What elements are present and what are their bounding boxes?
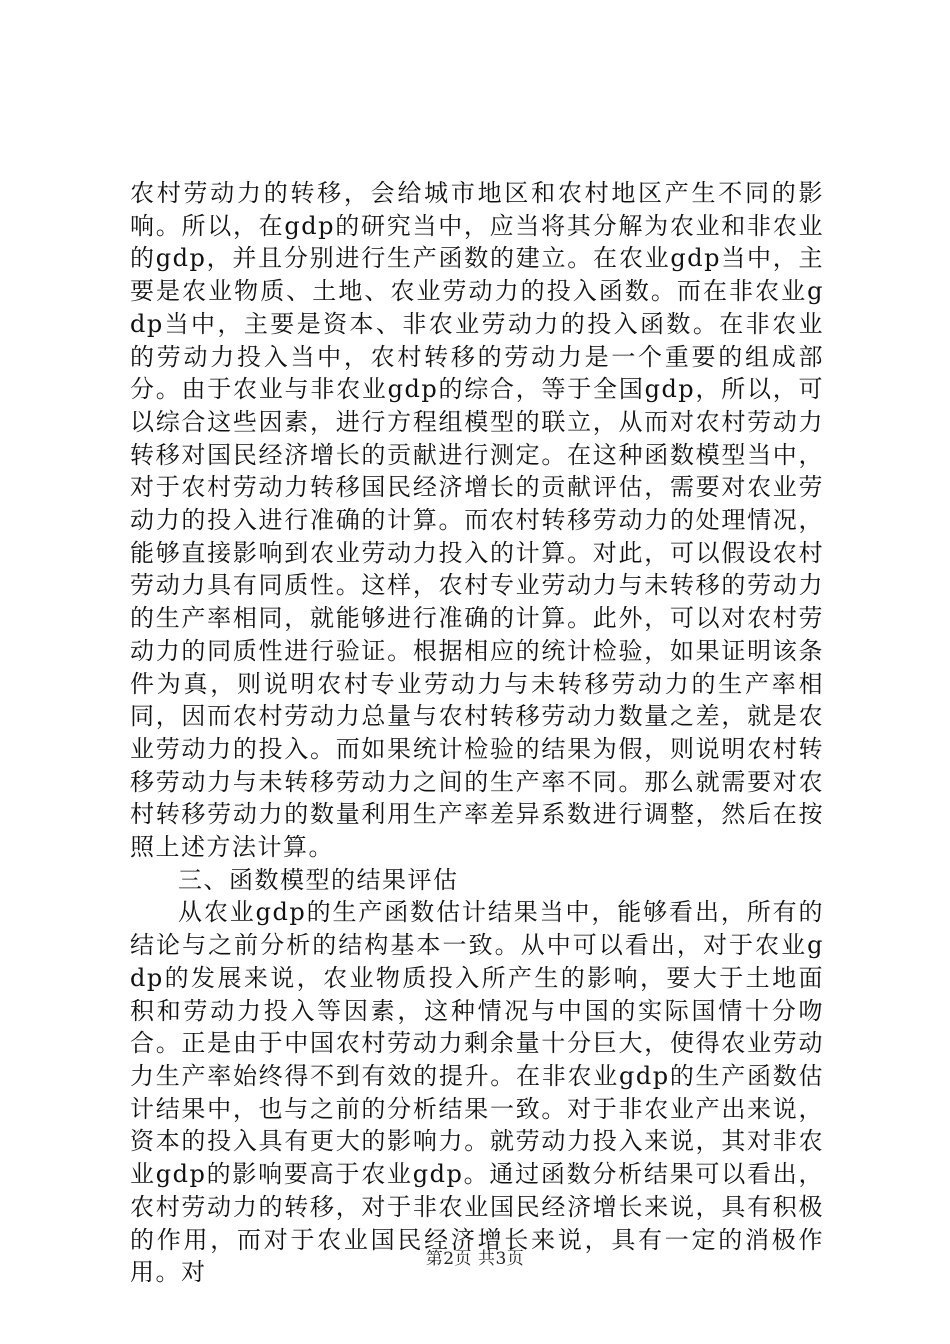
body-paragraph-1: 农村劳动力的转移，会给城市地区和农村地区产生不同的影响。所以，在gdp的研究当中，应当将其分解为农业和非农业的gdp，并且分别进行生产函数的建立。在农业gdp当中，主要是农业物质、土地、农业劳动力的投入函数。而在非农业gdp当中，主要是资本、非农业劳动力的投入函数。在非农业的劳动力投入当中，农村转移的劳动力是一个重要的组成部分。由于农业与非农业gdp的综合，等于全国gdp，所以，可以综合这些因素，进行方程组模型的联立，从而对农村劳动力转移对国民经济增长的贡献进行测定。在这种函数模型当中，对于农村劳动力转移国民经济增长的贡献评估，需要对农业劳动力的投入进行准确的计算。而农村转移劳动力的处理情况，能够直接影响到农业劳动力投入的计算。对此，可以假设农村劳动力具有同质性。这样，农村专业劳动力与未转移的劳动力的生产率相同，就能够进行准确的计算。此外，可以对农村劳动力的同质性进行验证。根据相应的统计检验，如果证明该条件为真，则说明农村专业劳动力与未转移劳动力的生产率相同，因而农村劳动力总量与农村转移劳动力数量之差，就是农业劳动力的投入。而如果统计检验的结果为假，则说明农村转移劳动力与未转移劳动力之间的生产率不同。那么就需要对农村转移劳动力的数量利用生产率差异系数进行调整，然后在按照上述方法计算。 <box>130 179 824 862</box>
page-number-footer: 第2页 共3页 <box>425 1249 525 1269</box>
section-heading: 三、函数模型的结果评估 <box>178 865 459 894</box>
document-body <box>130 177 824 1289</box>
body-paragraph-2: 从农业gdp的生产函数估计结果当中，能够看出，所有的结论与之前分析的结构基本一致。从中可以看出，对于农业gdp的发展来说，农业物质投入所产生的影响，要大于土地面积和劳动力投入等因素，这种情况与中国的实际国情十分吻合。正是由于中国农村劳动力剩余量十分巨大，使得农业劳动力生产率始终得不到有效的提升。在非农业gdp的生产函数估计结果中，也与之前的分析结果一致。对于非农业产出来说，资本的投入具有更大的影响力。就劳动力投入来说，其对非农业gdp的影响要高于农业gdp。通过函数分析结果可以看出，农村劳动力的转移，对于非农业国民经济增长来说，具有积极的作用，而对于农业国民经济增长来说，具有一定的消极作用。对 <box>130 898 824 1287</box>
